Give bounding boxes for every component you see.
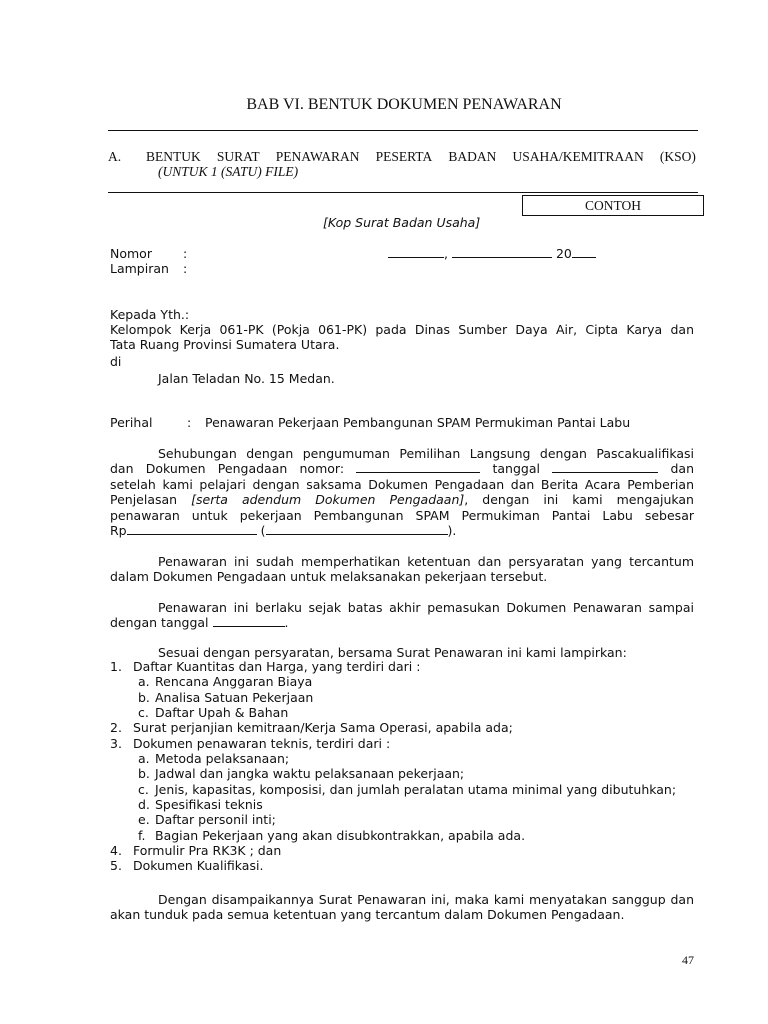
contoh-badge: CONTOH (522, 195, 704, 216)
nomor-label: Nomor (110, 246, 152, 261)
date-year-blank (572, 246, 596, 258)
section-word: BADAN (448, 149, 497, 164)
page-number: 47 (682, 953, 694, 967)
recipient-line: Kelompok Kerja 061-PK (Pokja 061-PK) pada Dinas Sumber Daya Air, Cipta Karya dan (110, 322, 694, 337)
paragraph-line: dalam Dokumen Pengadaan untuk melaksanakan pekerjaan tersebut. (110, 569, 548, 585)
letterhead-placeholder: [Kop Surat Badan Usaha] (323, 215, 481, 230)
perihal-label: Perihal (110, 415, 153, 430)
recipient-di: di (110, 354, 122, 369)
recipient-greeting: Kepada Yth.: (110, 307, 190, 322)
section-word: (KSO) (659, 149, 696, 164)
section-rule (108, 192, 698, 193)
section-word: BENTUK (146, 149, 201, 164)
paragraph-compliance (110, 554, 694, 585)
perihal-colon: : (187, 415, 192, 430)
perihal-text: Penawaran Pekerjaan Pembangunan SPAM Permukiman Pantai Labu (205, 415, 631, 430)
paragraph-line: setelah kami pelajari dengan saksama Dokumen Pengadaan dan Berita Acara Pemberian (110, 476, 694, 492)
date-day-blank (452, 246, 552, 258)
paragraph-validity (110, 600, 694, 631)
paragraph-intro (110, 446, 694, 538)
section-word: PENAWARAN (275, 149, 360, 164)
paragraph-line: Sehubungan dengan pengumuman Pemilihan Langsung dengan Pascakualifikasi (158, 446, 694, 461)
recipient-address: Jalan Teladan No. 15 Medan. (158, 371, 335, 386)
paragraph-closing (110, 892, 694, 923)
paragraph-line: dengan tanggal . (110, 615, 289, 631)
date-year: 20 (555, 246, 572, 261)
tanggal-dokumen-blank (552, 461, 658, 473)
lampiran-colon: : (183, 261, 188, 276)
recipient-line: Tata Ruang Provinsi Sumatera Utara. (110, 337, 340, 353)
section-letter: A. (108, 149, 122, 164)
lampiran-label: Lampiran (110, 261, 169, 276)
amount-number-blank (127, 523, 257, 535)
page-title: BAB VI. BENTUK DOKUMEN PENAWARAN (246, 96, 562, 113)
section-word: SURAT (216, 149, 260, 164)
amount-words-blank (266, 523, 448, 535)
date-place-blank (388, 246, 444, 258)
paragraph-line: dan Dokumen Pengadaan nomor: tanggal dan (110, 461, 694, 477)
attachments-intro: Sesuai dengan persyaratan, bersama Surat Penawaran ini kami lampirkan: (158, 645, 627, 660)
date-comma: , (444, 246, 448, 261)
paragraph-line: Dengan disampaikannya Surat Penawaran ini, maka kami menyatakan sanggup dan (158, 892, 694, 907)
section-word: USAHA/KEMITRAAN (512, 149, 644, 164)
paragraph-line: akan tunduk pada semua ketentuan yang tercantum dalam Dokumen Pengadaan. (110, 907, 625, 923)
nomor-dokumen-blank (356, 461, 480, 473)
section-heading (146, 149, 696, 164)
section-subtitle: (UNTUK 1 (SATU) FILE) (158, 164, 299, 179)
paragraph-line: penawaran untuk pekerjaan Pembangunan SPAM Permukiman Pantai Labu sebesar (110, 507, 694, 523)
paragraph-line: Penawaran ini berlaku sejak batas akhir pemasukan Dokumen Penawaran sampai (158, 600, 694, 615)
recipient-block (110, 322, 694, 353)
paragraph-line: Penawaran ini sudah memperhatikan ketentuan dan persyaratan yang tercantum (158, 554, 694, 569)
paragraph-line: Rp ( ). (110, 522, 457, 538)
validity-date-blank (213, 615, 285, 627)
date-line (388, 246, 596, 261)
nomor-colon: : (183, 246, 188, 261)
section-word: PESERTA (375, 149, 433, 164)
paragraph-line: Penjelasan [serta adendum Dokumen Pengadaan], dengan ini kami mengajukan (110, 492, 694, 508)
title-rule (108, 130, 698, 131)
